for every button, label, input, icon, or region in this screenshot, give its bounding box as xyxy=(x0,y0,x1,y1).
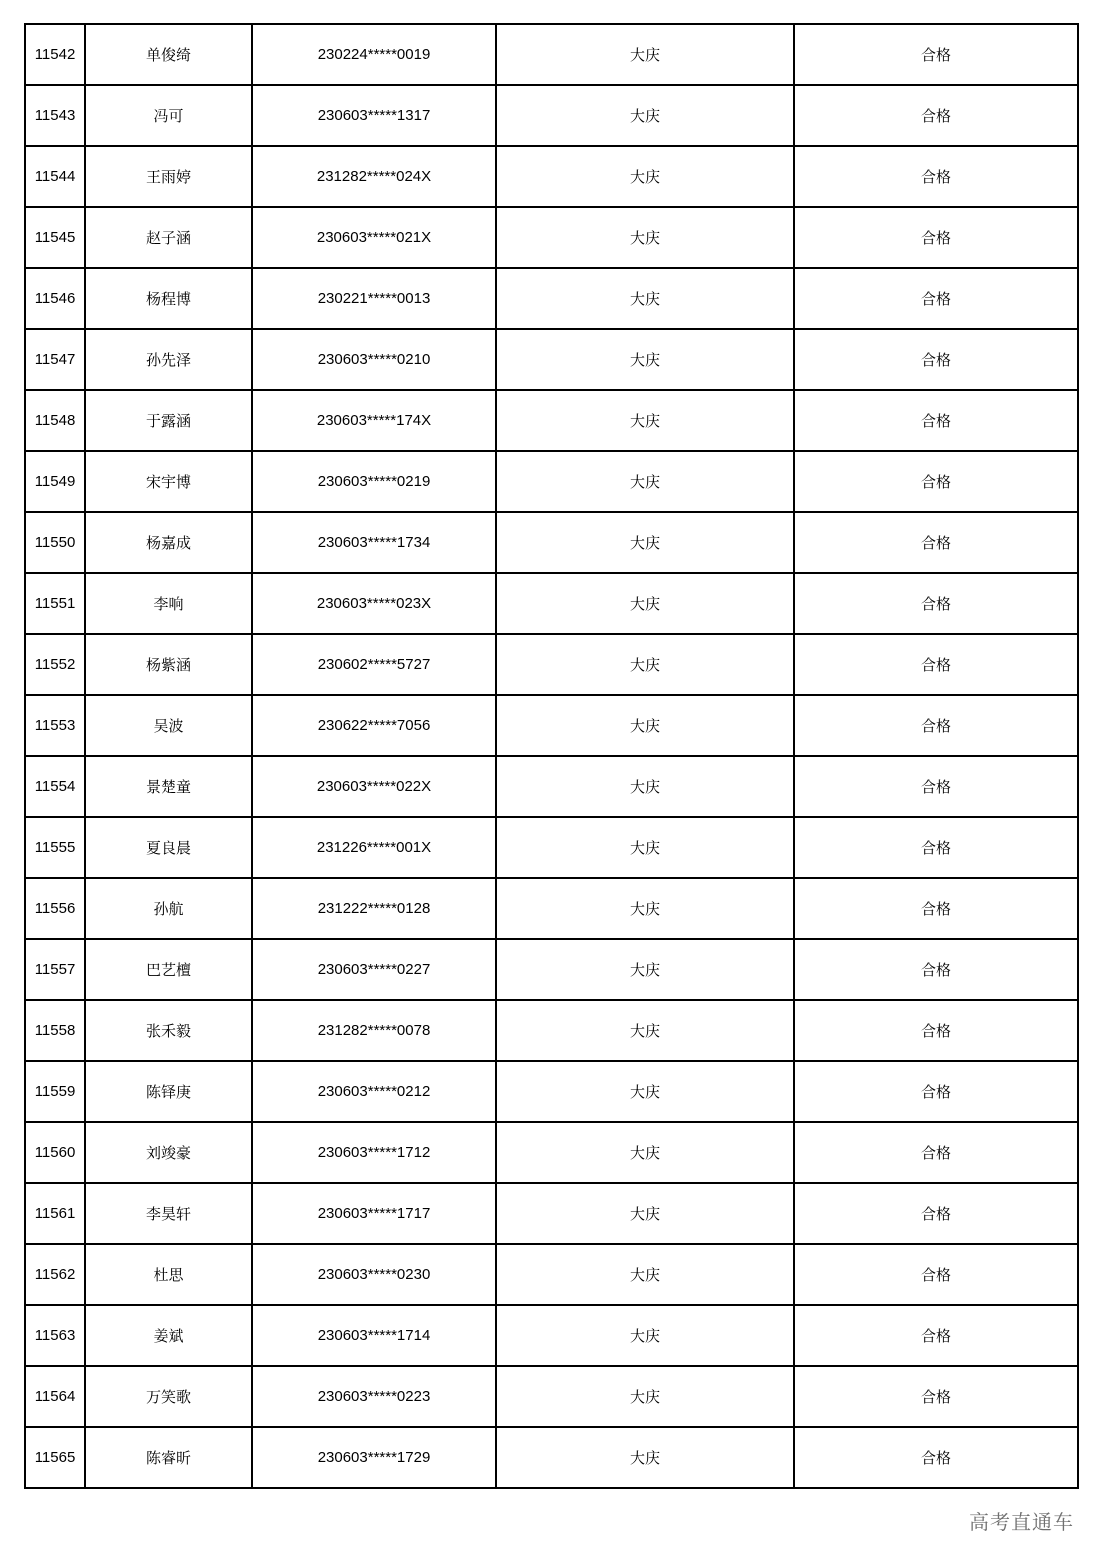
table-row xyxy=(25,390,1078,451)
name-cell: 于露涵 xyxy=(85,390,252,451)
table-row xyxy=(25,1366,1078,1427)
name-cell: 孙航 xyxy=(85,878,252,939)
serial-number-cell: 11560 xyxy=(25,1122,85,1183)
result-cell: 合格 xyxy=(794,756,1078,817)
city-cell: 大庆 xyxy=(496,1427,794,1488)
id-number-cell: 230603*****1734 xyxy=(252,512,496,573)
name-cell: 张禾毅 xyxy=(85,1000,252,1061)
result-cell: 合格 xyxy=(794,1305,1078,1366)
serial-number-cell: 11546 xyxy=(25,268,85,329)
serial-number-cell: 11564 xyxy=(25,1366,85,1427)
serial-number-cell: 11554 xyxy=(25,756,85,817)
city-cell: 大庆 xyxy=(496,268,794,329)
serial-number-cell: 11543 xyxy=(25,85,85,146)
result-cell: 合格 xyxy=(794,329,1078,390)
city-cell: 大庆 xyxy=(496,1183,794,1244)
city-cell: 大庆 xyxy=(496,146,794,207)
city-cell: 大庆 xyxy=(496,207,794,268)
id-number-cell: 231226*****001X xyxy=(252,817,496,878)
table-row xyxy=(25,207,1078,268)
serial-number-cell: 11555 xyxy=(25,817,85,878)
table-row xyxy=(25,1244,1078,1305)
result-cell: 合格 xyxy=(794,1244,1078,1305)
serial-number-cell: 11563 xyxy=(25,1305,85,1366)
name-cell: 陈铎庚 xyxy=(85,1061,252,1122)
id-number-cell: 230603*****174X xyxy=(252,390,496,451)
serial-number-cell: 11551 xyxy=(25,573,85,634)
result-cell: 合格 xyxy=(794,146,1078,207)
id-number-cell: 230603*****0212 xyxy=(252,1061,496,1122)
serial-number-cell: 11548 xyxy=(25,390,85,451)
id-number-cell: 230603*****1712 xyxy=(252,1122,496,1183)
serial-number-cell: 11557 xyxy=(25,939,85,1000)
table-row xyxy=(25,817,1078,878)
table-row xyxy=(25,24,1078,85)
result-cell: 合格 xyxy=(794,1000,1078,1061)
id-number-cell: 230602*****5727 xyxy=(252,634,496,695)
city-cell: 大庆 xyxy=(496,817,794,878)
name-cell: 宋宇博 xyxy=(85,451,252,512)
city-cell: 大庆 xyxy=(496,573,794,634)
table-row xyxy=(25,1122,1078,1183)
city-cell: 大庆 xyxy=(496,85,794,146)
serial-number-cell: 11550 xyxy=(25,512,85,573)
name-cell: 万笑歌 xyxy=(85,1366,252,1427)
result-cell: 合格 xyxy=(794,695,1078,756)
result-cell: 合格 xyxy=(794,390,1078,451)
table-row xyxy=(25,756,1078,817)
serial-number-cell: 11558 xyxy=(25,1000,85,1061)
serial-number-cell: 11556 xyxy=(25,878,85,939)
city-cell: 大庆 xyxy=(496,1305,794,1366)
id-number-cell: 230603*****0210 xyxy=(252,329,496,390)
id-number-cell: 230224*****0019 xyxy=(252,24,496,85)
city-cell: 大庆 xyxy=(496,695,794,756)
result-cell: 合格 xyxy=(794,1366,1078,1427)
name-cell: 孙先泽 xyxy=(85,329,252,390)
id-number-cell: 230603*****0230 xyxy=(252,1244,496,1305)
result-cell: 合格 xyxy=(794,451,1078,512)
city-cell: 大庆 xyxy=(496,451,794,512)
id-number-cell: 230603*****1317 xyxy=(252,85,496,146)
id-number-cell: 231222*****0128 xyxy=(252,878,496,939)
result-cell: 合格 xyxy=(794,878,1078,939)
name-cell: 陈睿昕 xyxy=(85,1427,252,1488)
result-cell: 合格 xyxy=(794,512,1078,573)
name-cell: 杨程博 xyxy=(85,268,252,329)
id-number-cell: 230622*****7056 xyxy=(252,695,496,756)
table-row xyxy=(25,1061,1078,1122)
table-row xyxy=(25,451,1078,512)
result-cell: 合格 xyxy=(794,817,1078,878)
result-cell: 合格 xyxy=(794,939,1078,1000)
city-cell: 大庆 xyxy=(496,1061,794,1122)
result-cell: 合格 xyxy=(794,85,1078,146)
id-number-cell: 230603*****021X xyxy=(252,207,496,268)
name-cell: 吴波 xyxy=(85,695,252,756)
table-row xyxy=(25,85,1078,146)
result-cell: 合格 xyxy=(794,207,1078,268)
result-cell: 合格 xyxy=(794,1061,1078,1122)
name-cell: 赵子涵 xyxy=(85,207,252,268)
table-row xyxy=(25,939,1078,1000)
serial-number-cell: 11547 xyxy=(25,329,85,390)
serial-number-cell: 11565 xyxy=(25,1427,85,1488)
id-number-cell: 230221*****0013 xyxy=(252,268,496,329)
id-number-cell: 230603*****0219 xyxy=(252,451,496,512)
table-row xyxy=(25,268,1078,329)
name-cell: 杨紫涵 xyxy=(85,634,252,695)
city-cell: 大庆 xyxy=(496,390,794,451)
serial-number-cell: 11562 xyxy=(25,1244,85,1305)
id-number-cell: 230603*****0223 xyxy=(252,1366,496,1427)
city-cell: 大庆 xyxy=(496,512,794,573)
city-cell: 大庆 xyxy=(496,1000,794,1061)
result-cell: 合格 xyxy=(794,24,1078,85)
result-cell: 合格 xyxy=(794,268,1078,329)
id-number-cell: 230603*****022X xyxy=(252,756,496,817)
city-cell: 大庆 xyxy=(496,1366,794,1427)
id-number-cell: 230603*****0227 xyxy=(252,939,496,1000)
city-cell: 大庆 xyxy=(496,329,794,390)
name-cell: 单俊绮 xyxy=(85,24,252,85)
result-cell: 合格 xyxy=(794,1183,1078,1244)
watermark-text: 高考直通车 xyxy=(969,1510,1074,1534)
name-cell: 冯可 xyxy=(85,85,252,146)
city-cell: 大庆 xyxy=(496,1244,794,1305)
name-cell: 李昊轩 xyxy=(85,1183,252,1244)
id-number-cell: 230603*****1714 xyxy=(252,1305,496,1366)
id-number-cell: 230603*****023X xyxy=(252,573,496,634)
name-cell: 杜思 xyxy=(85,1244,252,1305)
serial-number-cell: 11552 xyxy=(25,634,85,695)
serial-number-cell: 11561 xyxy=(25,1183,85,1244)
roster-body xyxy=(25,24,1078,1488)
id-number-cell: 230603*****1717 xyxy=(252,1183,496,1244)
result-cell: 合格 xyxy=(794,634,1078,695)
city-cell: 大庆 xyxy=(496,634,794,695)
result-cell: 合格 xyxy=(794,573,1078,634)
id-number-cell: 230603*****1729 xyxy=(252,1427,496,1488)
name-cell: 姜斌 xyxy=(85,1305,252,1366)
table-row xyxy=(25,695,1078,756)
name-cell: 景楚童 xyxy=(85,756,252,817)
table-row xyxy=(25,573,1078,634)
roster-table xyxy=(24,23,1079,1489)
table-row xyxy=(25,1183,1078,1244)
serial-number-cell: 11549 xyxy=(25,451,85,512)
table-row xyxy=(25,1305,1078,1366)
name-cell: 杨嘉成 xyxy=(85,512,252,573)
name-cell: 王雨婷 xyxy=(85,146,252,207)
id-number-cell: 231282*****024X xyxy=(252,146,496,207)
serial-number-cell: 11559 xyxy=(25,1061,85,1122)
result-cell: 合格 xyxy=(794,1122,1078,1183)
city-cell: 大庆 xyxy=(496,1122,794,1183)
city-cell: 大庆 xyxy=(496,939,794,1000)
city-cell: 大庆 xyxy=(496,756,794,817)
name-cell: 李响 xyxy=(85,573,252,634)
serial-number-cell: 11553 xyxy=(25,695,85,756)
id-number-cell: 231282*****0078 xyxy=(252,1000,496,1061)
table-row xyxy=(25,1427,1078,1488)
table-row xyxy=(25,146,1078,207)
serial-number-cell: 11545 xyxy=(25,207,85,268)
table-row xyxy=(25,1000,1078,1061)
city-cell: 大庆 xyxy=(496,878,794,939)
table-row xyxy=(25,878,1078,939)
city-cell: 大庆 xyxy=(496,24,794,85)
serial-number-cell: 11544 xyxy=(25,146,85,207)
name-cell: 巴艺檀 xyxy=(85,939,252,1000)
result-cell: 合格 xyxy=(794,1427,1078,1488)
table-row xyxy=(25,634,1078,695)
serial-number-cell: 11542 xyxy=(25,24,85,85)
table-row xyxy=(25,329,1078,390)
name-cell: 夏良晨 xyxy=(85,817,252,878)
name-cell: 刘竣豪 xyxy=(85,1122,252,1183)
table-row xyxy=(25,512,1078,573)
